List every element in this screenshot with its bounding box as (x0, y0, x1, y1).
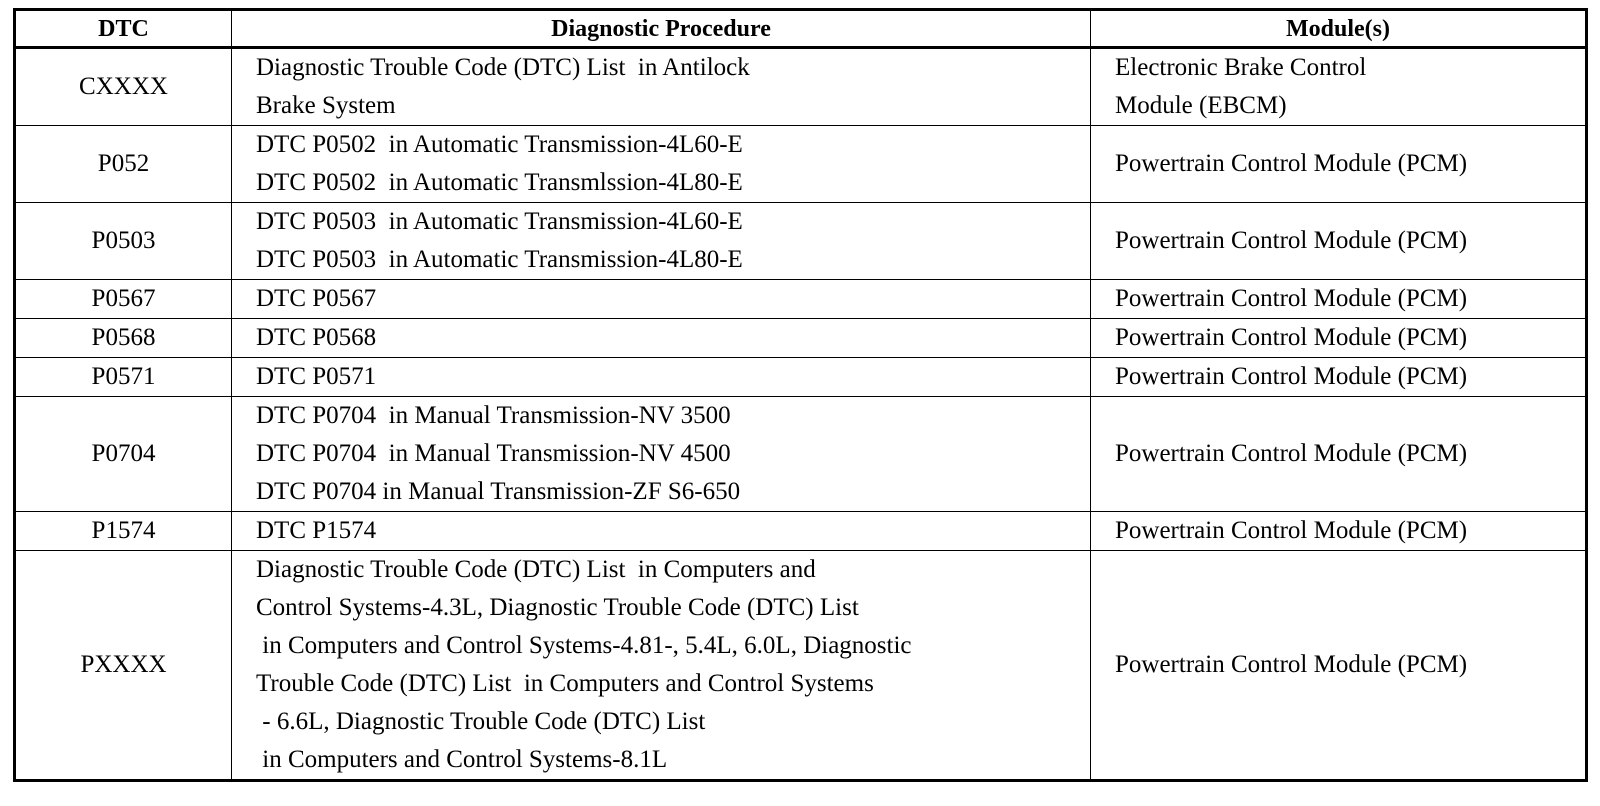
table-row (15, 358, 1587, 397)
procedure-line: Diagnostic Trouble Code (DTC) List in Antilock (256, 54, 750, 81)
dtc-code-cell: P0567 (15, 280, 232, 319)
procedure-line: DTC P0503 in Automatic Transmission-4L60-E (256, 208, 743, 235)
procedure-line: DTC P0704 in Manual Transmission-NV 4500 (256, 440, 731, 467)
procedure-line: - 6.6L, Diagnostic Trouble Code (DTC) List (256, 708, 706, 735)
module-cell (1091, 48, 1587, 126)
module-line: Powertrain Control Module (PCM) (1115, 517, 1468, 544)
dtc-code-cell: P0568 (15, 319, 232, 358)
module-line: Powertrain Control Module (PCM) (1115, 285, 1468, 312)
procedure-line: DTC P0704 in Manual Transmission-ZF S6-650 (256, 478, 741, 505)
procedure-line: DTC P0568 (256, 324, 377, 351)
dtc-code-cell: PXXXX (15, 551, 232, 781)
module-cell (1091, 358, 1587, 397)
table-row (15, 203, 1587, 280)
module-cell (1091, 551, 1587, 781)
table-row (15, 319, 1587, 358)
dtc-code-cell: P052 (15, 126, 232, 203)
table-row (15, 512, 1587, 551)
table-row (15, 48, 1587, 126)
module-cell (1091, 280, 1587, 319)
module-line: Powertrain Control Module (PCM) (1115, 363, 1468, 390)
procedure-line: Control Systems-4.3L, Diagnostic Trouble Code (DTC) List (256, 594, 859, 621)
table-row (15, 126, 1587, 203)
module-line: Powertrain Control Module (PCM) (1115, 651, 1468, 678)
procedure-line: DTC P1574 (256, 517, 377, 544)
header-row (15, 10, 1587, 48)
procedure-cell (232, 48, 1091, 126)
table-row (15, 551, 1587, 781)
procedure-line: DTC P0502 in Automatic Transmission-4L60-E (256, 131, 743, 158)
module-line: Powertrain Control Module (PCM) (1115, 150, 1468, 177)
dtc-code-cell: P0704 (15, 397, 232, 512)
module-line: Powertrain Control Module (PCM) (1115, 440, 1468, 467)
procedure-cell (232, 203, 1091, 280)
dtc-code-cell: P0571 (15, 358, 232, 397)
procedure-line: DTC P0503 in Automatic Transmission-4L80-E (256, 246, 743, 273)
procedure-cell (232, 319, 1091, 358)
header-modules: Module(s) (1091, 10, 1587, 48)
header-procedure: Diagnostic Procedure (232, 10, 1091, 48)
procedure-cell (232, 551, 1091, 781)
module-line: Electronic Brake Control (1115, 54, 1367, 81)
procedure-line: DTC P0502 in Automatic Transmlssion-4L80-E (256, 169, 743, 196)
procedure-cell (232, 126, 1091, 203)
module-line: Powertrain Control Module (PCM) (1115, 227, 1468, 254)
procedure-cell (232, 358, 1091, 397)
module-cell (1091, 512, 1587, 551)
procedure-line: Diagnostic Trouble Code (DTC) List in Computers and (256, 556, 816, 583)
dtc-code-cell: P0503 (15, 203, 232, 280)
table-row (15, 280, 1587, 319)
module-cell (1091, 397, 1587, 512)
module-cell (1091, 319, 1587, 358)
procedure-line: in Computers and Control Systems-4.81-, 5.4L, 6.0L, Diagnostic (256, 632, 912, 659)
dtc-code-cell: CXXXX (15, 48, 232, 126)
procedure-cell (232, 397, 1091, 512)
module-cell (1091, 203, 1587, 280)
procedure-line: in Computers and Control Systems-8.1L (256, 746, 668, 773)
procedure-line: DTC P0704 in Manual Transmission-NV 3500 (256, 402, 731, 429)
module-cell (1091, 126, 1587, 203)
header-dtc: DTC (15, 10, 232, 48)
procedure-line: DTC P0571 (256, 363, 377, 390)
table-row (15, 397, 1587, 512)
procedure-line: DTC P0567 (256, 285, 377, 312)
module-line: Module (EBCM) (1115, 92, 1287, 119)
dtc-table (13, 8, 1588, 782)
dtc-code-cell: P1574 (15, 512, 232, 551)
procedure-line: Brake System (256, 92, 396, 119)
procedure-cell (232, 512, 1091, 551)
procedure-line: Trouble Code (DTC) List in Computers and Control Systems (256, 670, 874, 697)
module-line: Powertrain Control Module (PCM) (1115, 324, 1468, 351)
procedure-cell (232, 280, 1091, 319)
